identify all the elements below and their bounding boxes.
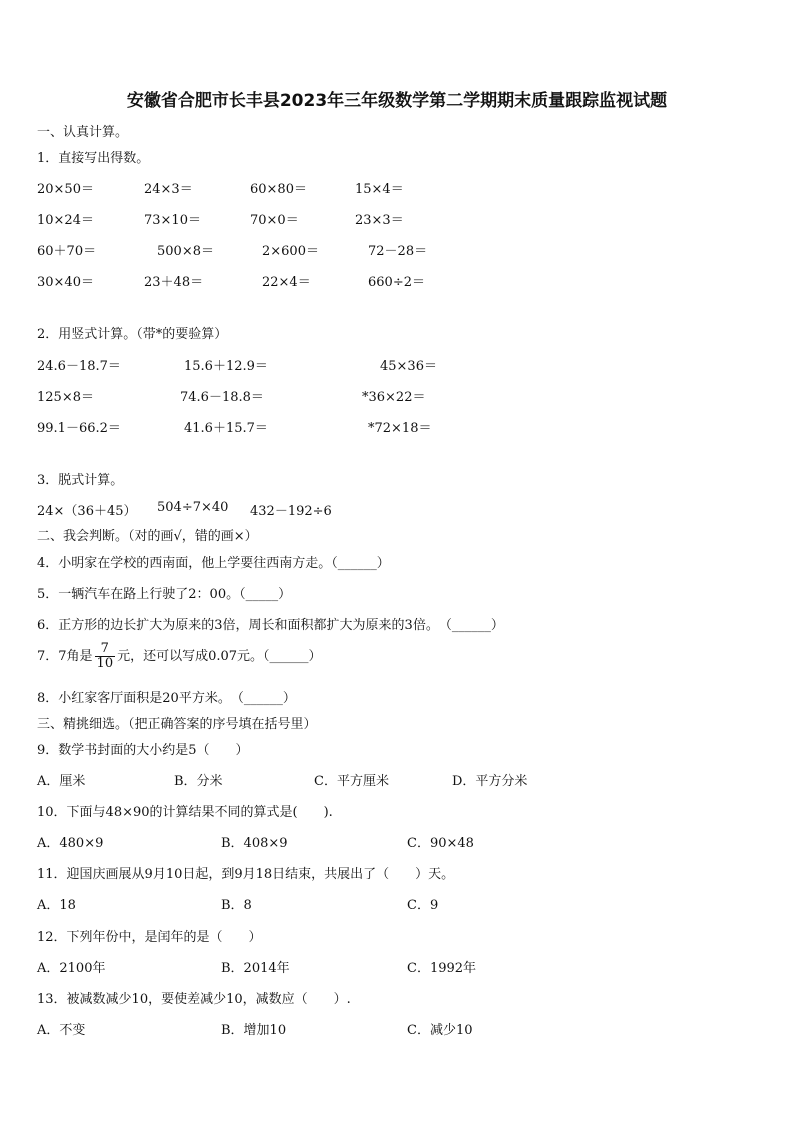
q1-item: 73×10＝ [144, 213, 201, 228]
q2-item: 24.6－18.7＝ [37, 359, 121, 374]
q10-option-c: C．90×48 [407, 836, 474, 851]
q2-item: 45×36＝ [380, 359, 437, 374]
q1-item: 10×24＝ [37, 213, 94, 228]
q11-option-a: A．18 [37, 898, 76, 913]
q2-item: *72×18＝ [368, 421, 432, 436]
q1-item: 2×600＝ [262, 244, 319, 259]
q3-item: 24×（36＋45） [37, 504, 137, 519]
q13-option-c: C．减少10 [407, 1023, 473, 1038]
q3-item: 504÷7×40 [157, 500, 229, 515]
section1-heading: 一、认真计算。 [37, 125, 129, 140]
q10-label: 10．下面与48×90的计算结果不同的算式是( ). [37, 805, 333, 820]
q12-option-a: A．2100年 [37, 961, 106, 976]
q1-item: 15×4＝ [355, 182, 404, 197]
q1-item: 60×80＝ [250, 182, 307, 197]
q1-item: 500×8＝ [157, 244, 214, 259]
q1-item: 22×4＝ [262, 275, 311, 290]
q3-label: 3．脱式计算。 [37, 473, 124, 488]
q7-prefix: 7．7角是 [37, 649, 93, 664]
q1-item: 30×40＝ [37, 275, 94, 290]
q9-label: 9．数学书封面的大小约是5（ ） [37, 743, 249, 758]
q2-item: 74.6－18.8＝ [180, 390, 264, 405]
q11-option-c: C．9 [407, 898, 439, 913]
q1-item: 660÷2＝ [368, 275, 425, 290]
q9-option-d: D．平方分米 [452, 774, 528, 789]
q12-label: 12．下列年份中，是闰年的是（ ） [37, 930, 262, 945]
q8-text: 8．小红家客厅面积是20平方米。 （______） [37, 691, 296, 706]
q7-fraction-denominator: 10 [96, 656, 114, 671]
q10-option-b: B．408×9 [221, 836, 288, 851]
q12-option-c: C．1992年 [407, 961, 477, 976]
q1-item: 70×0＝ [250, 213, 299, 228]
q13-label: 13．被减数减少10，要使差减少10，减数应（ ）. [37, 992, 351, 1007]
q1-item: 20×50＝ [37, 182, 94, 197]
q2-item: *36×22＝ [362, 390, 426, 405]
q1-item: 24×3＝ [144, 182, 193, 197]
q9-option-c: C．平方厘米 [314, 774, 389, 789]
q7-text [37, 642, 322, 671]
q9-option-b: B．分米 [174, 774, 223, 789]
q5-text: 5．一辆汽车在路上行驶了2：00。（_____） [37, 587, 292, 602]
q9-option-a: A．厘米 [37, 774, 86, 789]
q6-text: 6．正方形的边长扩大为原来的3倍，周长和面积都扩大为原来的3倍。 （______） [37, 618, 504, 633]
q13-option-b: B．增加10 [221, 1023, 287, 1038]
q2-item: 41.6＋15.7＝ [184, 421, 268, 436]
q11-option-b: B．8 [221, 898, 252, 913]
q2-label: 2．用竖式计算。（带*的要验算） [37, 327, 228, 342]
q7-fraction [95, 642, 116, 671]
q2-item: 15.6＋12.9＝ [184, 359, 268, 374]
q1-item: 23×3＝ [355, 213, 404, 228]
q2-item: 99.1－66.2＝ [37, 421, 121, 436]
section3-heading: 三、精挑细选。（把正确答案的序号填在括号里） [37, 717, 317, 732]
q7-suffix: 元，还可以写成0.07元。（______） [117, 649, 322, 664]
q1-item: 72－28＝ [368, 244, 428, 259]
q13-option-a: A．不变 [37, 1023, 86, 1038]
section2-heading: 二、我会判断。（对的画√，错的画×） [37, 529, 258, 544]
q1-label: 1．直接写出得数。 [37, 151, 150, 166]
q10-option-a: A．480×9 [37, 836, 104, 851]
q11-label: 11．迎国庆画展从9月10日起，到9月18日结束，共展出了（ ）天。 [37, 867, 455, 882]
q12-option-b: B．2014年 [221, 961, 290, 976]
page-title: 安徽省合肥市长丰县2023年三年级数学第二学期期末质量跟踪监视试题 [126, 91, 668, 111]
q1-item: 60＋70＝ [37, 244, 97, 259]
q2-item: 125×8＝ [37, 390, 94, 405]
q4-text: 4．小明家在学校的西南面，他上学要往西南方走。（______） [37, 556, 390, 571]
q3-item: 432－192÷6 [250, 504, 332, 519]
q1-item: 23＋48＝ [144, 275, 204, 290]
q7-fraction-numerator: 7 [100, 641, 109, 656]
